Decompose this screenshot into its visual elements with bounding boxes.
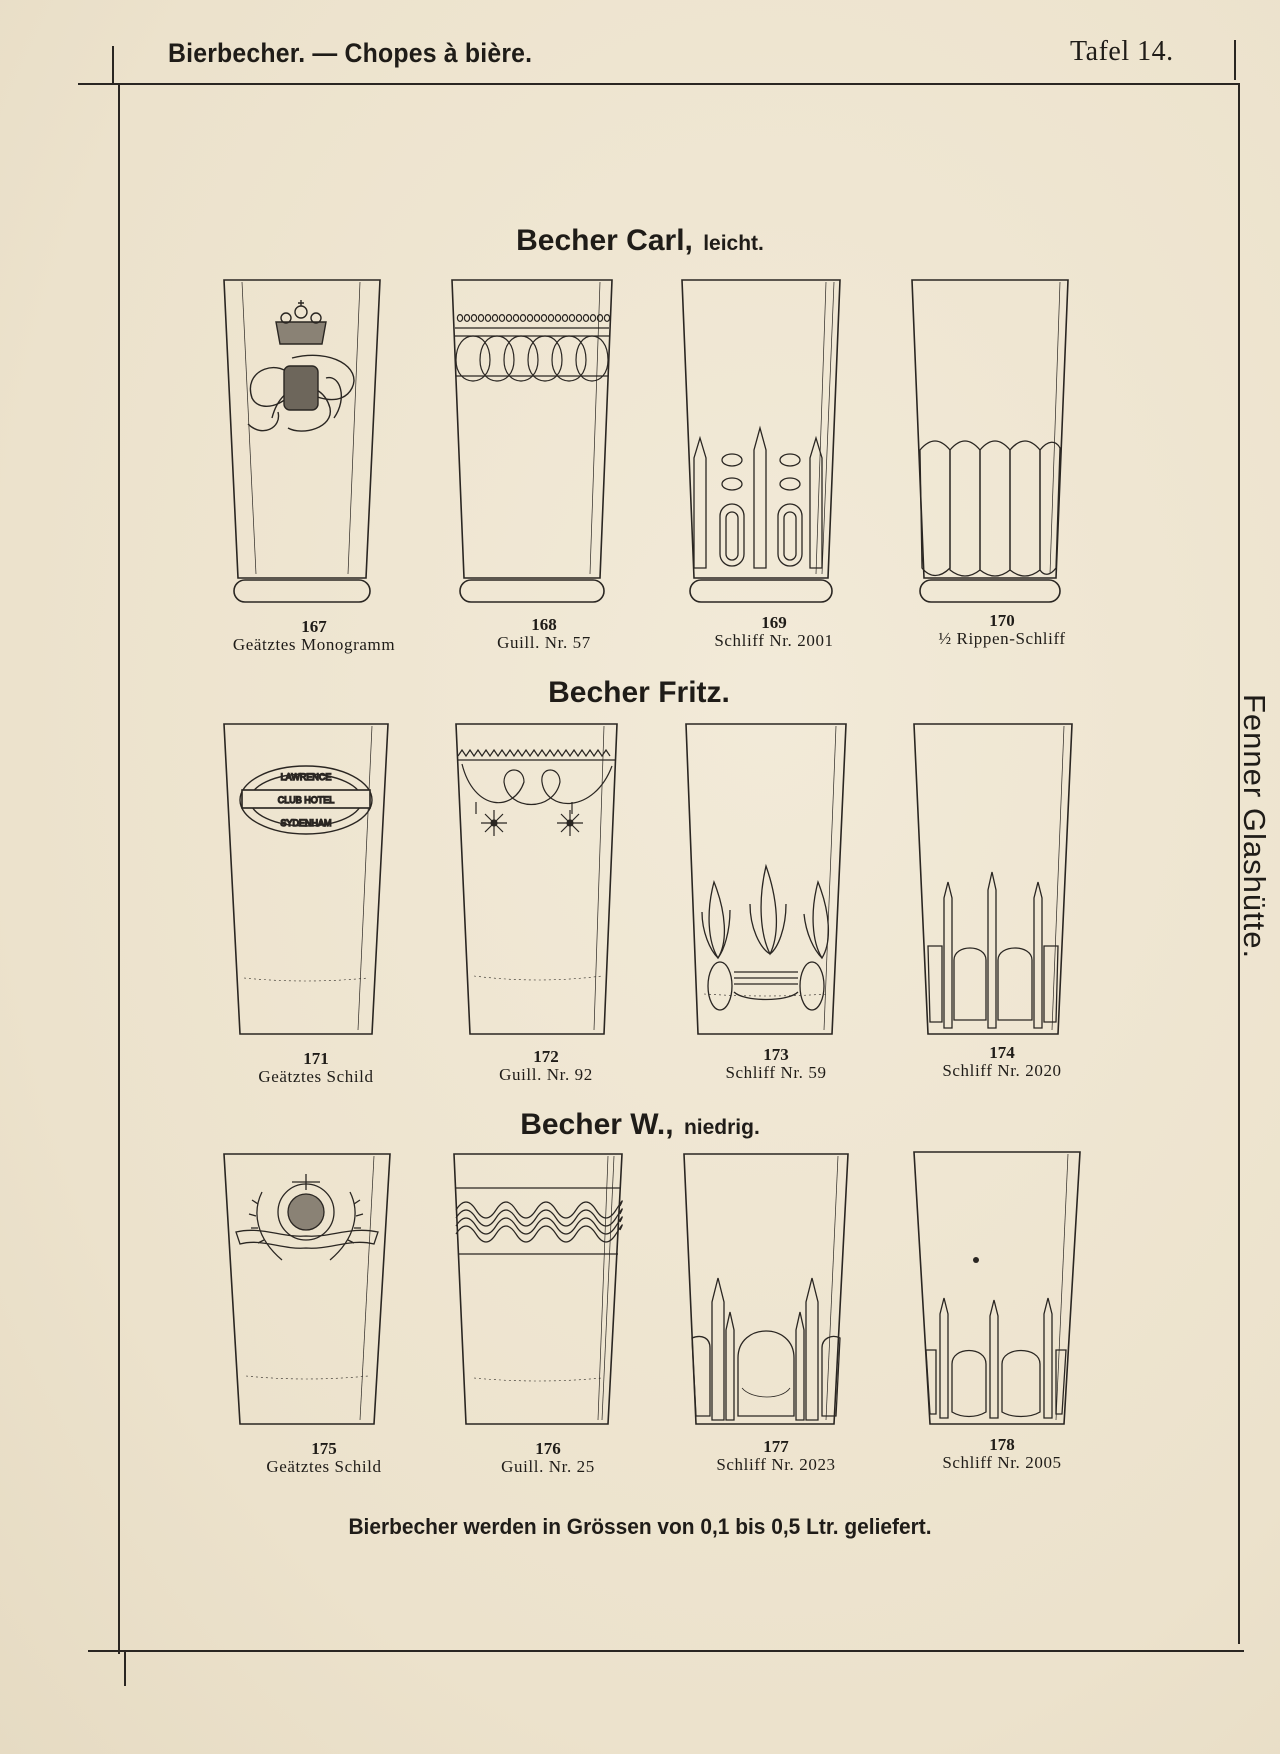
bead-ornament: [485, 315, 490, 322]
glass-drawing: [450, 278, 615, 606]
bead-ornament: [478, 315, 483, 322]
caption-167: [194, 618, 434, 654]
item-number: 178: [989, 1435, 1015, 1454]
bead-ornament: [471, 315, 476, 322]
item-number: 176: [535, 1439, 561, 1458]
bead-ornament: [520, 315, 525, 322]
section-subtitle: leicht.: [703, 232, 764, 255]
item-number: 174: [989, 1043, 1015, 1062]
garland-stars-pattern: [458, 750, 615, 836]
glass-168: [450, 278, 615, 606]
glass-178: [912, 1150, 1082, 1428]
glass-175: [222, 1152, 392, 1428]
side-label: Fenner Glashütte.: [1237, 694, 1272, 960]
header-tick-left: [112, 46, 114, 84]
section-title-carl: [0, 224, 1280, 258]
caption-168: [424, 616, 664, 652]
bead-ornament: [555, 315, 560, 322]
shield-text-bottom: SYDENHAM: [280, 818, 332, 828]
bead-ornament: [597, 315, 602, 322]
frame-left-rule: [118, 84, 120, 1654]
glass-drawing: [912, 1150, 1082, 1428]
glass-171: [222, 722, 390, 1038]
spike-panels-pattern: [928, 872, 1058, 1028]
plate-number: Tafel 14.: [1070, 36, 1174, 67]
bead-ornament: [506, 315, 511, 322]
item-number: 170: [989, 611, 1015, 630]
glass-drawing: [222, 1152, 392, 1428]
section-title-text: Becher W.,: [520, 1108, 674, 1141]
caption-169: [654, 614, 894, 650]
footer-tick-left: [124, 1652, 126, 1686]
caption-178: [882, 1436, 1122, 1472]
oval-shield-etching: [240, 766, 372, 834]
bead-ornament: [513, 315, 518, 322]
section-title-text: Becher Carl,: [516, 224, 693, 257]
glass-drawing: [222, 722, 390, 1038]
glass-drawing: [454, 722, 619, 1038]
star-icon: [481, 810, 507, 836]
half-ribs-pattern: [920, 441, 1060, 576]
wave-band-pattern: [456, 1188, 622, 1254]
header-rule: [78, 83, 1240, 85]
item-number: 169: [761, 613, 787, 632]
wreath-crest-etching: [236, 1174, 378, 1260]
glass-172: [454, 722, 619, 1038]
glass-drawing: [912, 722, 1074, 1038]
glass-173: [684, 722, 848, 1038]
item-description: Geätztes Schild: [258, 1067, 374, 1086]
guilloche-loops-band: [455, 315, 610, 381]
bead-ornament: [604, 315, 609, 322]
glass-drawing: [684, 722, 848, 1038]
shield-text-top: LAWRENCE: [280, 772, 332, 782]
item-number: 171: [303, 1049, 329, 1068]
glass-167: [222, 278, 382, 606]
bead-ornament: [534, 315, 539, 322]
section-title-fritz: [0, 676, 1280, 710]
item-number: 173: [763, 1045, 789, 1064]
caption-175: [204, 1440, 444, 1476]
item-description: Schliff Nr. 2001: [714, 631, 834, 650]
section-title-w: [0, 1108, 1280, 1142]
bead-ornament: [499, 315, 504, 322]
item-description: Guill. Nr. 25: [501, 1457, 595, 1476]
star-icon: [557, 810, 583, 836]
cut-olives-pattern: [694, 428, 822, 568]
item-description: Guill. Nr. 92: [499, 1065, 593, 1084]
item-number: 177: [763, 1437, 789, 1456]
bead-ornament: [590, 315, 595, 322]
footer-note: Bierbecher werden in Grössen von 0,1 bis 0,5 Ltr. geliefert.: [348, 1514, 932, 1539]
item-number: 168: [531, 615, 557, 634]
glass-drawing: [682, 1152, 850, 1428]
caption-170: [882, 612, 1122, 648]
crown-monogram-etching: [248, 300, 354, 431]
glass-170: [910, 278, 1070, 606]
bead-ornament: [569, 315, 574, 322]
header-tick-right: [1234, 40, 1236, 80]
glass-drawing: [680, 278, 842, 606]
bead-ornament: [548, 315, 553, 322]
item-description: Schliff Nr. 59: [725, 1063, 827, 1082]
item-number: 172: [533, 1047, 559, 1066]
item-number: 175: [311, 1439, 337, 1458]
bead-ornament: [492, 315, 497, 322]
bead-ornament: [562, 315, 567, 322]
section-subtitle: niedrig.: [683, 1116, 760, 1139]
bead-ornament: [583, 315, 588, 322]
section-title-text: Becher Fritz.: [548, 676, 730, 709]
caption-171: [196, 1050, 436, 1086]
spike-panels-low-pattern: [926, 1257, 1066, 1418]
caption-176: [428, 1440, 668, 1476]
glass-169: [680, 278, 842, 606]
item-description: Schliff Nr. 2023: [716, 1455, 836, 1474]
glass-177: [682, 1152, 850, 1428]
caption-177: [656, 1438, 896, 1474]
footer-rule: [88, 1650, 1244, 1652]
bead-ornament: [464, 315, 469, 322]
glass-drawing: [222, 278, 382, 606]
caption-173: [656, 1046, 896, 1082]
bead-ornament: [527, 315, 532, 322]
item-description: ½ Rippen-Schliff: [938, 629, 1066, 648]
glass-drawing: [452, 1152, 624, 1428]
caption-172: [426, 1048, 666, 1084]
item-description: Schliff Nr. 2020: [942, 1061, 1062, 1080]
shield-text-middle: CLUB HOTEL: [277, 795, 335, 805]
bead-ornament: [457, 315, 462, 322]
item-description: Guill. Nr. 57: [497, 633, 591, 652]
bead-ornament: [576, 315, 581, 322]
item-description: Schliff Nr. 2005: [942, 1453, 1062, 1472]
glass-176: [452, 1152, 624, 1428]
item-description: Geätztes Schild: [266, 1457, 382, 1476]
glass-drawing: [910, 278, 1070, 606]
leaf-cut-pattern: [702, 866, 828, 1010]
header-title: Bierbecher. — Chopes à bière.: [168, 38, 533, 68]
caption-174: [882, 1044, 1122, 1080]
item-number: 167: [301, 617, 327, 636]
arch-spikes-pattern: [692, 1278, 840, 1420]
glass-174: [912, 722, 1074, 1038]
bead-ornament: [541, 315, 546, 322]
item-description: Geätztes Monogramm: [232, 635, 396, 654]
